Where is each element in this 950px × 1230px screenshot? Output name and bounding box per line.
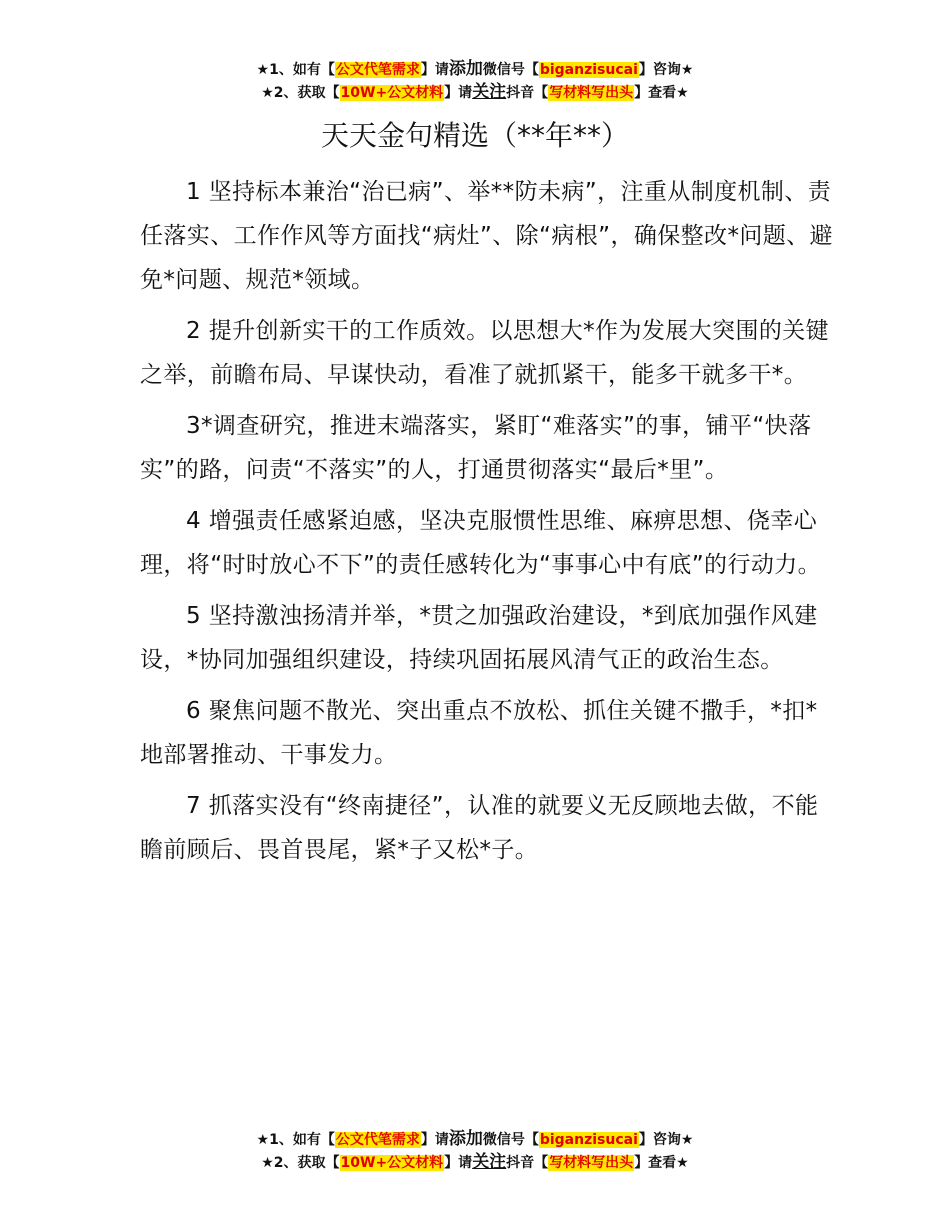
banner-line-1	[0, 58, 950, 81]
banner-text: ★2、获取【	[261, 85, 340, 101]
banner-text: ★2、获取【	[261, 1155, 340, 1171]
banner-text: 】查看★	[634, 1155, 689, 1171]
banner-wechat-id: biganzisucai	[539, 62, 638, 78]
banner-wechat-id: biganzisucai	[539, 1132, 638, 1148]
banner-highlight: 10W+公文材料	[340, 1155, 444, 1171]
banner-emphasis: 添加	[448, 59, 483, 79]
footer-banner	[0, 1128, 950, 1174]
banner-line-2	[0, 81, 950, 104]
banner-highlight: 写材料写出头	[549, 85, 634, 101]
document-body	[140, 170, 835, 879]
header-banner	[0, 58, 950, 104]
banner-text: 】请	[444, 85, 473, 101]
banner-line-2	[0, 1151, 950, 1174]
paragraph: 2 提升创新实干的工作质效。以思想大*作为发展大突围的关键之举，前瞻布局、早谋快动，看准了就抓紧干，能多干就多干*。	[140, 318, 830, 388]
banner-highlight: 10W+公文材料	[340, 85, 444, 101]
banner-text: 】请	[420, 62, 449, 78]
banner-highlight: 公文代笔需求	[335, 62, 420, 78]
banner-text: ★1、如有【	[256, 1132, 335, 1148]
banner-text: 】查看★	[634, 85, 689, 101]
document-title: 天天金句精选（**年**）	[320, 119, 629, 152]
banner-highlight: 写材料写出头	[549, 1155, 634, 1171]
banner-text: 】咨询★	[638, 1132, 694, 1148]
banner-text: 抖音【	[506, 1155, 549, 1171]
banner-line-1	[0, 1128, 950, 1151]
banner-text: 微信号【	[482, 62, 539, 78]
paragraph: 3*调查研究，推进末端落实，紧盯“难落实”的事，铺平“快落实”的路，问责“不落实”的人，打通贯彻落实“最后*里”。	[140, 413, 812, 483]
banner-text: 】请	[444, 1155, 473, 1171]
banner-text: ★1、如有【	[256, 62, 335, 78]
banner-emphasis: 添加	[448, 1129, 483, 1149]
paragraph: 7 抓落实没有“终南捷径”，认准的就要义无反顾地去做，不能瞻前顾后、畏首畏尾，紧*子又松*子。	[140, 793, 819, 863]
paragraph: 5 坚持激浊扬清并举，*贯之加强政治建设，*到底加强作风建设，*协同加强组织建设，持续巩固拓展风清气正的政治生态。	[140, 603, 818, 673]
paragraph: 4 增强责任感紧迫感，坚决克服惯性思维、麻痹思想、侥幸心理，将“时时放心不下”的责任感转化为“事事心中有底”的行动力。	[140, 508, 822, 578]
banner-text: 微信号【	[482, 1132, 539, 1148]
paragraph: 6 聚焦问题不散光、突出重点不放松、抓住关键不撒手，*扣*地部署推动、干事发力。	[140, 698, 818, 768]
paragraph: 1 坚持标本兼治“治已病”、举**防未病”，注重从制度机制、责任落实、工作作风等方面找“病灶”、除“病根”，确保整改*问题、避免*问题、规范*领域。	[140, 179, 833, 293]
banner-text: 抖音【	[506, 85, 549, 101]
banner-highlight: 公文代笔需求	[335, 1132, 420, 1148]
banner-text: 】咨询★	[638, 62, 694, 78]
banner-emphasis: 关注	[472, 82, 507, 102]
banner-emphasis: 关注	[472, 1152, 507, 1172]
banner-text: 】请	[420, 1132, 449, 1148]
